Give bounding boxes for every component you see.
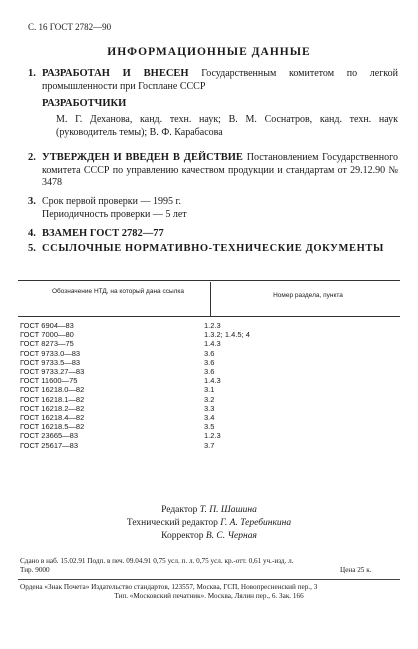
section-5 [28,243,398,256]
referenced-document: ГОСТ 16218.1—82 [20,394,85,404]
section-reference: 3.6 [204,367,215,376]
page-header: С. 16 ГОСТ 2782—90 [28,22,112,32]
table-row [18,368,400,376]
section-text: Государственным комитетом по легкой промышленности при Госплане СССР [42,68,399,92]
table-row [18,432,400,440]
document-title: ИНФОРМАЦИОННЫЕ ДАННЫЕ [107,46,311,58]
section-reference: 1.4.3 [204,339,221,349]
referenced-document: ГОСТ 7000—80 [20,330,74,340]
review-period: Периодичность проверки — 5 лет [42,208,187,220]
table-column-divider [210,282,211,316]
section-number: 3. [28,196,36,207]
table-row [18,340,400,348]
section-number: 2. [28,152,36,163]
referenced-document: ГОСТ 16218.4—82 [20,413,85,422]
referenced-document: ГОСТ 16218.5—82 [20,422,85,432]
section-number: 5. [28,243,36,254]
section-lead: ССЫЛОЧНЫЕ НОРМАТИВНО-ТЕХНИЧЕСКИЕ ДОКУМЕНТЫ [42,243,384,254]
referenced-document: ГОСТ 25617—83 [20,440,79,450]
section-reference: 1.2.3 [204,431,221,441]
section-reference: 3.6 [204,357,215,367]
imprint-rule [18,579,400,580]
section-lead: УТВЕРЖДЕН И ВВЕДЕН В ДЕЙСТВИЕ [42,152,243,163]
table-row [18,359,400,367]
table-row [18,405,400,413]
proofreader-label: Корректор [161,531,204,541]
section-number: 1. [28,68,36,79]
section-reference: 3.4 [204,413,215,422]
section-2 [28,152,398,190]
referenced-document: ГОСТ 6904—83 [20,321,74,330]
referenced-document: ГОСТ 9733.27—83 [20,367,85,376]
section-reference: 1.4.3 [204,376,221,386]
table-row [18,423,400,431]
referenced-document: ГОСТ 8273—75 [20,339,74,349]
section-number: 4. [28,228,36,239]
section-reference: 3.1 [204,385,215,395]
referenced-document: ГОСТ 9733.0—83 [20,348,81,358]
section-reference: 1.3.2; 1.4.5; 4 [204,330,250,340]
section-reference: 1.2.3 [204,321,221,330]
proofreader-name: В. С. Черная [205,531,257,541]
first-review: Срок первой проверки — 1995 г. [42,196,181,207]
table-header-rule [18,316,400,317]
referenced-document: ГОСТ 23665—83 [20,431,79,441]
table-row [18,386,400,394]
table-row [18,414,400,422]
section-lead: РАЗРАБОТАН И ВНЕСЕН [42,68,189,79]
column-header-section: Номер раздела, пункта [273,292,343,299]
printer-line: Тип. «Московский печатник». Москва, Лялин пер., 6. Зак. 166 [114,592,304,600]
section-lead: ВЗАМЕН ГОСТ 2782—77 [42,228,164,239]
proofreader-line [0,530,418,543]
editor-label: Редактор [161,505,198,515]
tech-editor-label: Технический редактор [126,518,218,528]
section-3 [28,196,398,221]
developers-list: М. Г. Деханова, канд. техн. наук; В. М. Соснатров, канд. техн. наук (руководитель темы); В. Ф. Карабасова [56,114,398,138]
section-reference: 3.2 [204,394,215,404]
table-row [18,331,400,339]
tech-editor-name: Г. А. Теребинкина [220,518,292,528]
section-1 [28,68,398,93]
table-row [18,350,400,358]
section-reference: 3.7 [204,440,215,450]
table-row [18,396,400,404]
section-reference: 3.6 [204,348,215,358]
referenced-document: ГОСТ 16218.0—82 [20,385,85,395]
publisher-line: Ордена «Знак Почета» Издательство стандартов, 123557, Москва, ГСП, Новопресненский пер., 3 [20,583,318,591]
print-run: Тир. 9000 [20,566,50,574]
tech-editor-line [0,517,418,530]
developers-heading: РАЗРАБОТЧИКИ [42,98,127,109]
section-reference: 3.5 [204,422,215,432]
table-top-rule [18,280,400,281]
section-reference: 3.3 [204,403,215,413]
referenced-document: ГОСТ 9733.5—83 [20,357,81,367]
table-row [18,322,400,330]
referenced-document: ГОСТ 16218.2—82 [20,403,85,413]
referenced-document: ГОСТ 11600—75 [20,376,78,386]
imprint-line: Сдано в наб. 15.02.91 Подп. в печ. 09.04.91 0,75 усл. п. л. 0,75 усл. кр.-отт. 0,61 уч.-изд. л. [20,557,294,565]
table-row [18,377,400,385]
table-row [18,442,400,450]
price: Цена 25 к. [340,566,372,574]
column-header-document: Обозначение НТД, на который дана ссылка [51,288,185,295]
editor-line [0,504,418,517]
editor-name: Т. П. Шашина [199,505,257,515]
section-text: Постановлением Государственного комитета СССР по управлению качеством продукции и стандартам от 29.12.90 № 3478 [42,152,399,188]
section-4 [28,228,398,241]
